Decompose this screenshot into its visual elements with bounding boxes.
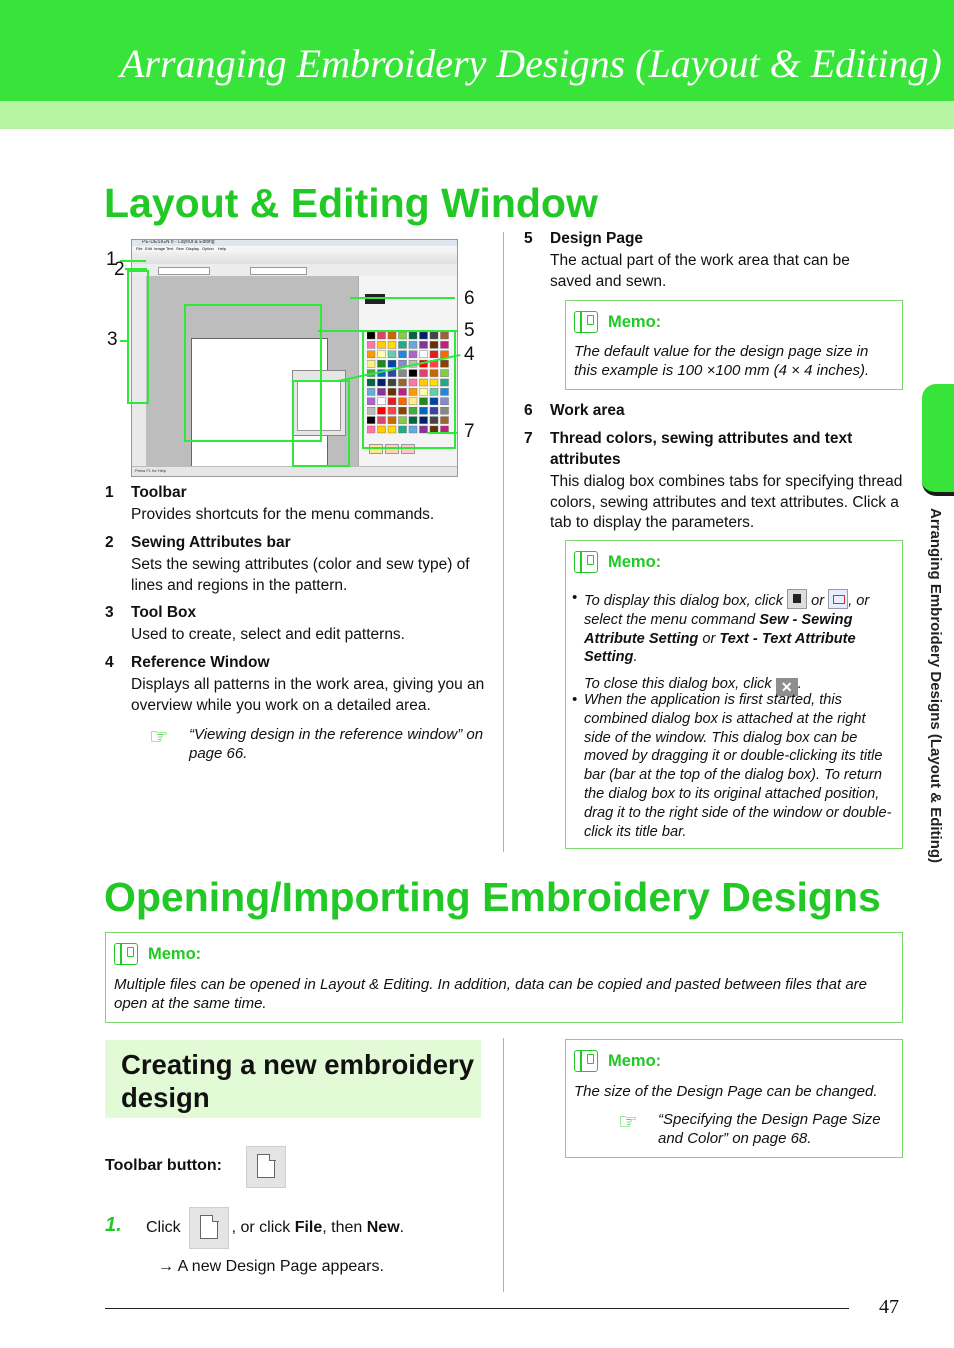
- step-1-text: [146, 1219, 404, 1237]
- memo-header: [114, 943, 201, 965]
- side-tab-label: Arranging Embroidery Designs (Layout & Editing): [927, 508, 944, 864]
- callout-num-7: 7: [464, 421, 475, 442]
- callout-num-2: 2: [114, 259, 125, 280]
- step-number: 1.: [105, 1214, 122, 1236]
- memo-header: [574, 311, 661, 333]
- reference-link-design-page-size[interactable]: [618, 1109, 896, 1149]
- column-divider-2: [503, 1038, 504, 1292]
- menu-edit[interactable]: Edit: [145, 246, 152, 251]
- memo-icon: [574, 311, 598, 333]
- menu-option[interactable]: Option: [202, 246, 214, 251]
- callout-num-6: 6: [464, 288, 475, 309]
- region-sew-select[interactable]: [250, 267, 307, 275]
- memo-icon: [114, 943, 138, 965]
- item-number: 3: [105, 604, 114, 621]
- callout-line-5: [318, 330, 458, 332]
- line-sew-select[interactable]: [158, 267, 210, 275]
- memo-icon: [574, 551, 598, 573]
- item-title: Reference Window: [131, 654, 270, 671]
- callout-box-reference: [292, 380, 350, 467]
- menu-display[interactable]: Display: [186, 246, 200, 251]
- item-number: 6: [524, 402, 533, 419]
- reference-text: “Specifying the Design Page Size and Color” on page 68.: [658, 1111, 881, 1147]
- item-description: This dialog box combines tabs for specifying thread colors, sewing attributes and text attributes. Click a tab to display the parameters.: [550, 473, 903, 531]
- memo-text: .: [797, 676, 802, 693]
- item-number: 5: [524, 230, 533, 247]
- status-text: Press F1 for Help: [135, 468, 167, 473]
- bullet-dot: •: [572, 590, 578, 606]
- memo-page-size-changeable: [565, 1039, 903, 1158]
- memo-text: To display this dialog box, click: [584, 593, 784, 609]
- callout-line-7: [428, 432, 458, 434]
- new-file-toolbar-button[interactable]: [246, 1146, 286, 1188]
- memo-header: [574, 551, 661, 573]
- menu-text-attribute-setting: Text Attribute Setting: [584, 630, 856, 666]
- item-description: Sets the sewing attributes (color and sew type) of lines and regions in the pattern.: [131, 556, 470, 594]
- memo-label: Memo:: [608, 1051, 662, 1070]
- callout-line-6: [350, 297, 455, 299]
- column-divider-1: [503, 232, 504, 852]
- memo-text: .: [633, 649, 638, 666]
- callout-num-3: 3: [107, 329, 118, 350]
- memo-text: When the application is first started, this combined dialog box is attached at the right side of the window. This dialog box can be moved by dragging it or double-clicking its title bar (bar at the top of the dialog box). To return the dialog box to its original attached position, drag it to the right side of the window or double-click its title bar.: [584, 692, 892, 840]
- menu-sew[interactable]: Sew: [176, 246, 184, 251]
- subsection-heading-box: [105, 1040, 481, 1118]
- memo-label: Memo:: [608, 312, 662, 331]
- memo-label: Memo:: [608, 552, 662, 571]
- memo-header: [574, 1050, 661, 1072]
- item-title: Thread colors, sewing attributes and text attributes: [550, 430, 853, 468]
- chapter-title: Arranging Embroidery Designs (Layout & Editing): [120, 41, 942, 86]
- memo-text: To close this dialog box, click: [584, 676, 772, 693]
- callout-num-4: 4: [464, 344, 475, 365]
- pointing-hand-icon: ☞: [149, 724, 169, 749]
- side-tab-label-wrap: [918, 508, 948, 948]
- callout-num-1: 1: [106, 249, 117, 270]
- page-number: 47: [879, 1296, 899, 1318]
- item-title: Tool Box: [131, 604, 197, 621]
- close-icon[interactable]: ✕: [776, 678, 798, 696]
- menu-separator: -: [748, 630, 762, 647]
- item-description: Displays all patterns in the work area, giving you an overview while you work on a detailed area.: [131, 676, 485, 714]
- step-text: .: [399, 1219, 405, 1236]
- menu-sew-name: Sew: [759, 611, 789, 628]
- subsection-heading: Creating a new embroidery design: [121, 1049, 475, 1113]
- memo-text: , or select the menu command: [584, 593, 870, 628]
- menu-separator: -: [788, 611, 802, 628]
- menu-new-name: New: [366, 1219, 400, 1236]
- menu-text[interactable]: Text: [166, 246, 174, 251]
- item-title: Work area: [550, 402, 625, 419]
- step-text: , or click: [231, 1219, 291, 1236]
- step-text: , then: [322, 1219, 363, 1236]
- new-document-icon: [200, 1215, 218, 1239]
- item-number: 2: [105, 534, 114, 551]
- item-description: The actual part of the work area that can be saved and sewn.: [550, 252, 850, 290]
- menu-text-name: Text: [719, 630, 749, 647]
- memo-icon: [574, 1050, 598, 1072]
- reference-link-viewing-design[interactable]: [149, 724, 484, 764]
- menu-help[interactable]: Help: [218, 246, 227, 251]
- menu-file-name: File: [294, 1219, 323, 1236]
- callout-num-5: 5: [464, 320, 475, 341]
- memo-text: or: [811, 593, 825, 609]
- item-number: 7: [524, 430, 533, 447]
- toolbar-button-label: Toolbar button:: [105, 1157, 222, 1174]
- header-band: [0, 101, 954, 129]
- chapter-header-bar: [0, 0, 954, 101]
- item-number: 4: [105, 654, 114, 671]
- callout-line-3: [120, 340, 128, 342]
- memo-text: The size of the Design Page can be changed.: [574, 1083, 878, 1100]
- bullet-dot: •: [572, 692, 578, 708]
- status-bar: [132, 466, 457, 477]
- pointing-hand-icon: ☞: [618, 1109, 638, 1134]
- item-number: 1: [105, 484, 114, 501]
- section-heading-opening-importing: Opening/Importing Embroidery Designs: [104, 874, 881, 920]
- side-tab: [922, 384, 954, 496]
- memo-multiple-files: [105, 932, 903, 1023]
- section-heading-layout-window: Layout & Editing Window: [104, 180, 598, 226]
- new-document-icon: [257, 1154, 275, 1178]
- memo-text: Multiple files can be opened in Layout & Editing. In addition, data can be copied and pasted between files that are open at the same time.: [114, 976, 868, 1012]
- sewing-attribute-button-icon[interactable]: [787, 589, 807, 609]
- window-title: PE-DESIGN 8 - Layout & Editing: [142, 239, 215, 245]
- footer-rule: [105, 1308, 849, 1309]
- memo-text: The default value for the design page size in this example is 100 ×100 mm (4 × 4 inches).: [574, 343, 870, 379]
- step-text: Click: [146, 1219, 181, 1236]
- callout-box-toolbox: [127, 270, 149, 404]
- memo-label: Memo:: [148, 944, 202, 963]
- memo-text: or: [698, 630, 720, 647]
- text-attribute-button-icon[interactable]: [828, 589, 848, 609]
- item-title: Sewing Attributes bar: [131, 534, 291, 551]
- step-result: → A new Design Page appears.: [158, 1258, 384, 1275]
- item-title: Toolbar: [131, 484, 187, 501]
- menu-sewing-attribute-setting: Sewing Attribute Setting: [584, 611, 853, 647]
- menu-image[interactable]: Image: [154, 246, 166, 251]
- memo-design-page-size: [565, 300, 903, 390]
- menu-file[interactable]: File: [136, 246, 143, 251]
- reference-text: “Viewing design in the reference window” on page 66.: [189, 726, 484, 762]
- item-title: Design Page: [550, 230, 644, 247]
- memo-dialog-box: [565, 540, 903, 849]
- current-thread-swatch: [365, 294, 385, 304]
- item-description: Used to create, select and edit patterns.: [131, 626, 405, 643]
- callout-line-2: [125, 268, 147, 270]
- new-file-button-inline[interactable]: [189, 1207, 229, 1249]
- item-description: Provides shortcuts for the menu commands.: [131, 506, 435, 523]
